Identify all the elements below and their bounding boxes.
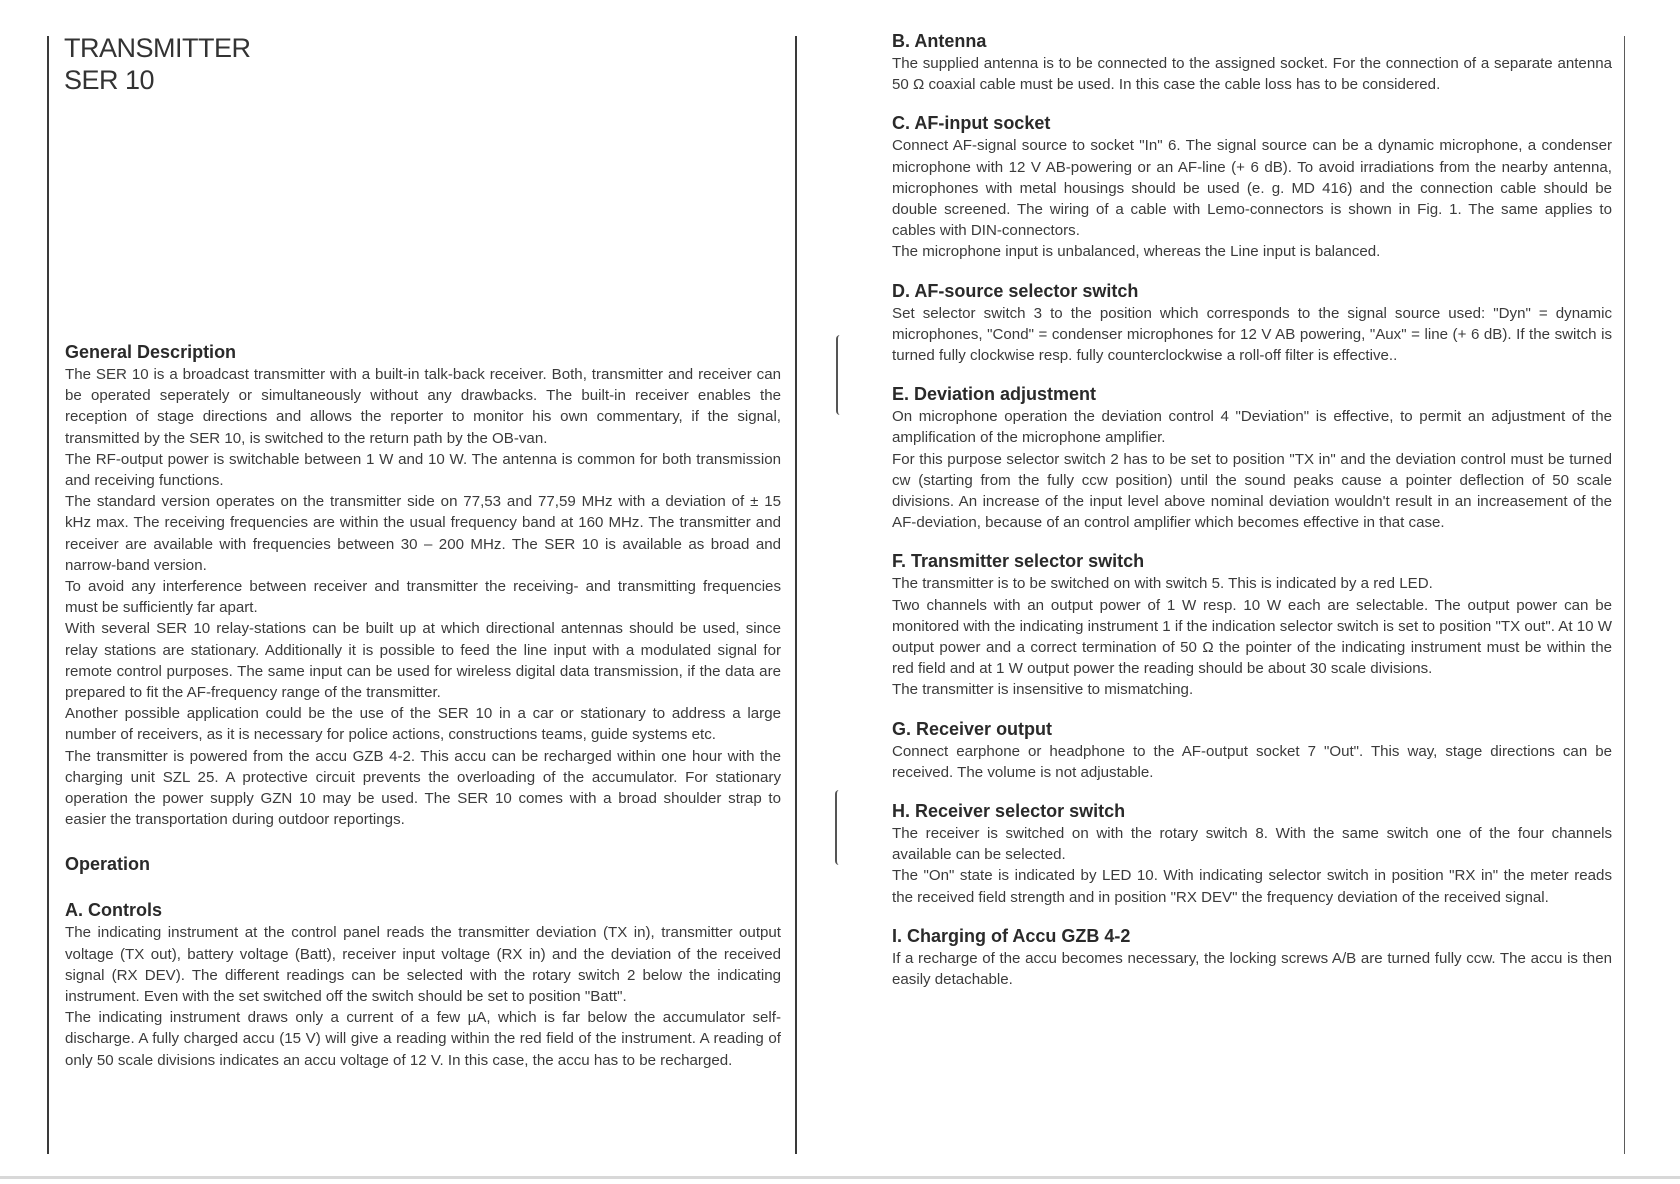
paragraph: Two channels with an output power of 1 W resp. 10 W each are selectable. The output power can be monitored with the indicating instrument 1 if the indication selector switch is set to position "TX out". At 10 W output power and a correct termination of 50 Ω the pointer of the indicating instrument must be within the red field and at 1 W output power the reading should be about 30 scale divisions.	[892, 596, 1612, 678]
paragraph: To avoid any interference between receiver and transmitter the receiving- and transmitting frequencies must be sufficiently far apart.	[65, 578, 781, 617]
paragraph: The RF-output power is switchable between 1 W and 10 W. The antenna is common for both transmission and receiving functions.	[65, 450, 781, 490]
page-bottom-edge	[0, 1176, 1680, 1179]
paragraph: For this purpose selector switch 2 has to be set to position "TX in" and the deviation control must be turned cw (starting from the fully ccw position) until the sound peaks cause a pointer deflection of 50 scale divisions. An increase of the input level above nominal deviation wouldn't result in an increasement of the AF-deviation, because of an control amplifier which becomes effective in that case.	[892, 450, 1612, 532]
binding-mark	[835, 790, 843, 865]
transmitter-selector-heading: F. Transmitter selector switch	[892, 551, 1145, 572]
right-column	[892, 29, 1612, 990]
left-margin-rule	[47, 36, 49, 1154]
paragraph: Connect earphone or headphone to the AF-output socket 7 "Out". This way, stage directions can be received. The volume is not adjustable.	[892, 742, 1612, 781]
title-line-2: SER 10	[64, 65, 155, 95]
paragraph: The supplied antenna is to be connected to the assigned socket. For the connection of a separate antenna 50 Ω coaxial cable must be used. In this case the cable loss has to be considered.	[892, 55, 1612, 94]
paragraph: The indicating instrument draws only a current of a few µA, which is far below the accumulator self-discharge. A fully charged accu (15 V) will give a reading within the red field of the instrument. A reading of only 50 scale divisions indicates an accu voltage of 12 V. In this case, the accu has to be recharged.	[65, 1009, 781, 1069]
deviation-adjustment-heading: E. Deviation adjustment	[892, 384, 1097, 405]
paragraph: The SER 10 is a broadcast transmitter with a built-in talk-back receiver. Both, transmitter and receiver can be operated seperately or simultaneously without any drawbacks. The built-in receiver enables the reception of stage directions and allows the reporter to monitor his own commentary, if the signal, transmitted by the SER 10, is switched to the return path by the OB-van.	[65, 366, 781, 447]
paragraph: Another possible application could be the use of the SER 10 in a car or stationary to address a large number of receivers, as it is necessary for police actions, constructions teams, guide systems etc.	[65, 705, 781, 744]
paragraph: The transmitter is powered from the accu GZB 4-2. This accu can be recharged within one hour with the charging unit SZL 25. A protective circuit prevents the overloading of the accumulator. For stationary operation the power supply GZN 10 may be used. The SER 10 comes with a broad shoulder strap to easier the transportation during outdoor reportings.	[65, 747, 781, 829]
af-source-selector-heading: D. AF-source selector switch	[892, 280, 1139, 301]
paragraph: If a recharge of the accu becomes necessary, the locking screws A/B are turned fully ccw. The accu is then easily detachable.	[892, 949, 1612, 989]
paragraph: With several SER 10 relay-stations can be built up at which directional antennas should be used, since relay stations are stationary. Additionally it is possible to feed the line input with a modulated signal for remote control purposes. The same input can be used for wireless digital data transmission, if the data are prepared to fit the AF-frequency range of the transmitter.	[65, 620, 781, 702]
paragraph: The indicating instrument at the control panel reads the transmitter deviation (TX in), transmitter output voltage (TX out), battery voltage (Batt), receiver input voltage (RX in) and the deviation of the received signal (RX DEV). The different readings can be selected with the rotary switch 2 below the indicating instrument. Even with the set switched off the switch should be set to position "Batt".	[65, 924, 781, 1006]
general-description-heading: General Description	[65, 342, 237, 362]
right-margin-rule	[1624, 36, 1625, 1154]
charging-accu-heading: I. Charging of Accu GZB 4-2	[892, 925, 1131, 946]
af-input-socket-heading: C. AF-input socket	[892, 113, 1051, 134]
center-fold-rule	[795, 36, 797, 1154]
paragraph: The "On" state is indicated by LED 10. With indicating selector switch in position "RX in" the meter reads the received field strength and in position "RX DEV" the frequency deviation of the received signal.	[892, 867, 1612, 906]
paragraph: The microphone input is unbalanced, whereas the Line input is balanced.	[892, 243, 1381, 261]
operation-heading: Operation	[65, 854, 151, 875]
paragraph: The transmitter is insensitive to mismatching.	[892, 681, 1194, 699]
controls-heading: A. Controls	[65, 900, 162, 921]
paragraph: Connect AF-signal source to socket "In" 6. The signal source can be a dynamic microphone, a condenser microphone with 12 V AB-powering or an AF-line (+ 6 dB). To avoid irradiations from the nearby antenna, microphones with metal housings should be used (e. g. MD 416) and the connection cable should be double screened. The wiring of a cable with Lemo-connectors is shown in Fig. 1. The same applies to cables with DIN-connectors.	[892, 137, 1612, 240]
antenna-heading: B. Antenna	[892, 31, 987, 51]
receiver-output-heading: G. Receiver output	[892, 718, 1053, 739]
paragraph: The receiver is switched on with the rotary switch 8. With the same switch one of the four channels available can be selected.	[892, 825, 1612, 864]
title-line-1: TRANSMITTER	[64, 33, 251, 63]
paragraph: The standard version operates on the transmitter side on 77,53 and 77,59 MHz with a deviation of ± 15 kHz max. The receiving frequencies are within the usual frequency band at 160 MHz. The transmitter and receiver are available with frequencies between 30 – 200 MHz. The SER 10 is available as broad and narrow-band version.	[65, 493, 781, 574]
paragraph: Set selector switch 3 to the position which corresponds to the signal source used: "Dyn" = dynamic microphones, "Cond" = condenser microphones for 12 V AB powering, "Aux" = line (+ 6 dB). If the switch is turned fully clockwise resp. fully counterclockwise a roll-off filter is effective..	[892, 304, 1612, 365]
paragraph: On microphone operation the deviation control 4 "Deviation" is effective, to permit an adjustment of the amplification of the microphone amplifier.	[892, 408, 1612, 447]
receiver-selector-heading: H. Receiver selector switch	[892, 801, 1126, 822]
document-title	[64, 32, 251, 96]
paragraph: The transmitter is to be switched on with switch 5. This is indicated by a red LED.	[892, 575, 1433, 593]
left-column	[65, 340, 781, 1071]
binding-mark	[836, 335, 844, 415]
